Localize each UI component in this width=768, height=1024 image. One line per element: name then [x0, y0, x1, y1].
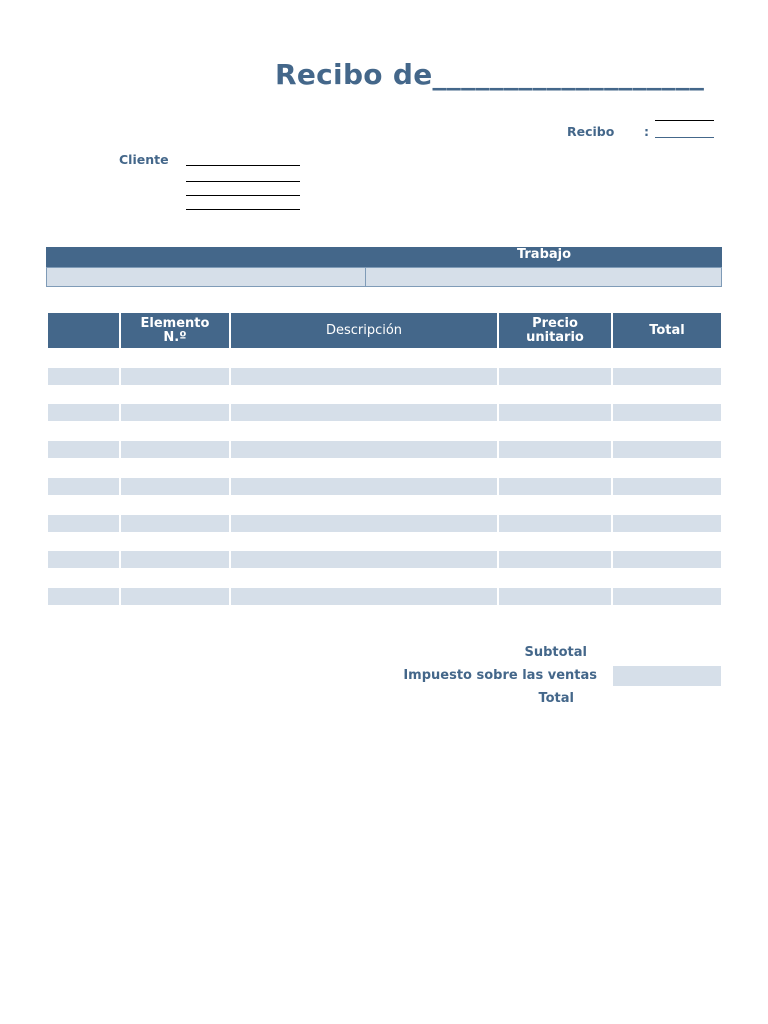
- items-cell-col-item-number[interactable]: [121, 404, 229, 421]
- items-cell-col-description[interactable]: [231, 478, 497, 495]
- items-cell-col-item-number[interactable]: [121, 368, 229, 385]
- items-header-col-description: Descripción: [231, 313, 497, 348]
- items-cell-col-description[interactable]: [231, 441, 497, 458]
- items-cell-col-item-number[interactable]: [121, 478, 229, 495]
- receipt-number-label: Recibo: [567, 124, 615, 139]
- items-cell-col-blank[interactable]: [48, 515, 119, 532]
- items-cell-col-blank[interactable]: [48, 368, 119, 385]
- receipt-title: Recibo de___________________: [275, 58, 705, 91]
- items-cell-col-description[interactable]: [231, 588, 497, 605]
- items-cell-col-total[interactable]: [613, 478, 721, 495]
- client-label: Cliente: [119, 152, 169, 167]
- items-cell-col-total[interactable]: [613, 551, 721, 568]
- items-cell-col-unit-price[interactable]: [499, 515, 611, 532]
- items-cell-col-total[interactable]: [613, 404, 721, 421]
- receipt-number-colon: :: [644, 124, 649, 139]
- items-cell-col-unit-price[interactable]: [499, 441, 611, 458]
- items-cell-col-blank[interactable]: [48, 404, 119, 421]
- items-cell-col-total[interactable]: [613, 515, 721, 532]
- items-cell-col-item-number[interactable]: [121, 588, 229, 605]
- subtotal-label: Subtotal: [524, 645, 587, 660]
- job-row-divider: [365, 268, 366, 287]
- client-line-1: [186, 165, 300, 166]
- items-header-col-item-number: Elemento N.º: [121, 313, 229, 348]
- items-cell-col-total[interactable]: [613, 368, 721, 385]
- client-line-2: [186, 181, 300, 182]
- items-cell-col-description[interactable]: [231, 404, 497, 421]
- receipt-number-line: [655, 137, 714, 138]
- items-cell-col-blank[interactable]: [48, 441, 119, 458]
- items-cell-col-unit-price[interactable]: [499, 588, 611, 605]
- items-cell-col-unit-price[interactable]: [499, 368, 611, 385]
- items-cell-col-item-number[interactable]: [121, 515, 229, 532]
- items-header-col-unit-price: Precio unitario: [499, 313, 611, 348]
- items-cell-col-total[interactable]: [613, 588, 721, 605]
- items-cell-col-blank[interactable]: [48, 478, 119, 495]
- job-header-label: Trabajo: [516, 247, 572, 262]
- tax-value-cell[interactable]: [613, 666, 721, 686]
- job-header-bar: [46, 247, 722, 267]
- items-cell-col-unit-price[interactable]: [499, 478, 611, 495]
- client-line-4: [186, 209, 300, 210]
- total-label: Total: [538, 691, 574, 706]
- receipt-date-line: [655, 120, 714, 121]
- job-input-row[interactable]: [46, 267, 722, 287]
- tax-label: Impuesto sobre las ventas: [403, 668, 597, 683]
- items-header-col-total: Total: [613, 313, 721, 348]
- items-cell-col-blank[interactable]: [48, 551, 119, 568]
- items-cell-col-description[interactable]: [231, 551, 497, 568]
- items-cell-col-blank[interactable]: [48, 588, 119, 605]
- items-cell-col-total[interactable]: [613, 441, 721, 458]
- items-cell-col-unit-price[interactable]: [499, 551, 611, 568]
- items-cell-col-item-number[interactable]: [121, 441, 229, 458]
- items-cell-col-description[interactable]: [231, 368, 497, 385]
- items-cell-col-description[interactable]: [231, 515, 497, 532]
- items-cell-col-unit-price[interactable]: [499, 404, 611, 421]
- items-header-col-blank: [48, 313, 119, 348]
- client-line-3: [186, 195, 300, 196]
- items-cell-col-item-number[interactable]: [121, 551, 229, 568]
